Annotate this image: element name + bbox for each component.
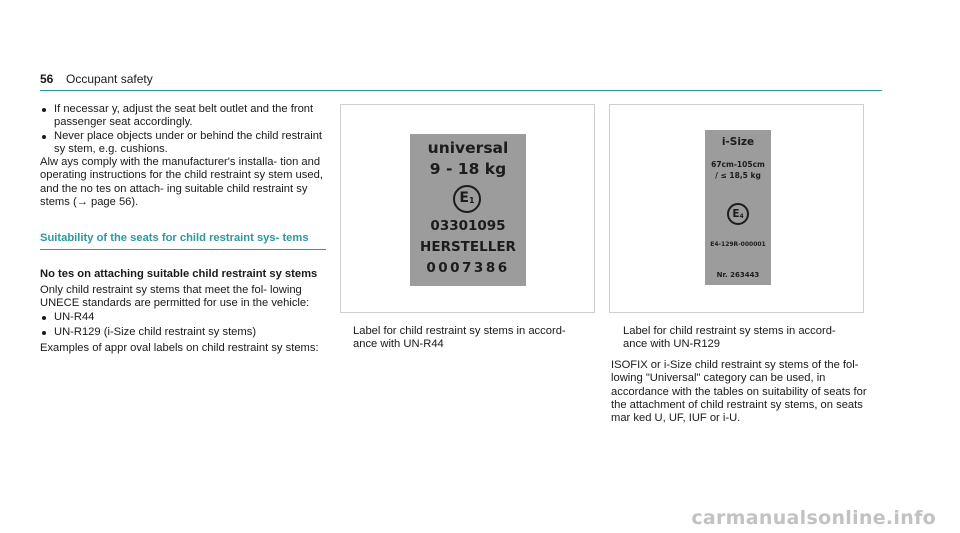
left-column (40, 103, 326, 355)
r44-approval-label (410, 134, 526, 286)
bullet-icon (42, 108, 46, 112)
r129-approval-label (705, 130, 771, 285)
bullet-item (40, 311, 326, 324)
bullet-text: Never place objects under or behind the child restraint sy stem, e.g. cushions. (54, 129, 323, 155)
bullet-icon (42, 331, 46, 335)
e-mark-icon (727, 203, 749, 225)
label-weight: 9 - 18 kg (429, 160, 507, 178)
e-mark-letter: E (732, 208, 740, 220)
e-mark-icon (453, 185, 481, 213)
instructions-paragraph: Alw ays comply with the manufacturer's installa‐ tion and operating instructions for the child restraint sy stem used, and the no tes on attach‐ ing suitable child restraint sy stems (→ page 56). (40, 156, 323, 209)
bullet-text: If necessar y, adjust the seat belt outlet and the front passenger seat accordingly. (54, 103, 314, 129)
bullet-item (40, 326, 326, 339)
label-weight: / ≤ 18,5 kg (715, 171, 761, 180)
bullet-item (40, 130, 326, 157)
label-category: i-Size (721, 136, 755, 148)
section-heading: Suitability of the seats for child restraint sys‐ tems (40, 232, 326, 249)
examples-paragraph: Examples of appr oval labels on child restraint sy stems: (40, 342, 319, 355)
label-height-range: 67cm-105cm (711, 160, 765, 169)
chapter-title: Occupant safety (66, 72, 153, 86)
label-category: universal (427, 139, 509, 157)
e-mark-number: 4 (739, 213, 744, 220)
label-approval-number: 03301095 (430, 218, 506, 234)
r44-label-figure (340, 104, 595, 313)
page-number: 56 (40, 72, 54, 86)
label-serial: Nr. 263443 (716, 271, 760, 279)
r129-label-figure (609, 104, 864, 313)
bullet-text: UN-R129 (i-Size child restraint sy stems) (54, 325, 257, 338)
r44-caption: Label for child restraint sy stems in accord‐ ance with UN-R44 (353, 325, 566, 351)
isofix-paragraph: ISOFIX or i-Size child restraint sy stems of the fol‐ lowing "Universal" category can be used, in accordance with the tables on suitability of seats for the attachment of child restraint sy stems, on seats mar ked U, UF, IUF or i-U. (611, 359, 867, 425)
bullet-icon (42, 135, 46, 139)
bullet-item (40, 103, 326, 130)
sub-heading: No tes on attaching suitable child restraint sy stems (40, 267, 318, 280)
intro-paragraph: Only child restraint sy stems that meet the fol‐ lowing UNECE standards are permitted for use in the vehicle: (40, 283, 310, 310)
page-header (40, 68, 882, 91)
label-serial: 0007386 (426, 260, 510, 276)
bullet-icon (42, 316, 46, 320)
e-mark-number: 1 (469, 196, 475, 205)
watermark-text: carmanualsonline.info (691, 507, 936, 529)
r129-caption: Label for child restraint sy stems in accord‐ ance with UN-R129 (623, 325, 836, 351)
bullet-text: UN-R44 (54, 310, 95, 323)
label-manufacturer: HERSTELLER (420, 239, 516, 255)
label-approval-number: E4-129R-000001 (710, 241, 766, 248)
e-mark-letter: E (459, 190, 469, 206)
